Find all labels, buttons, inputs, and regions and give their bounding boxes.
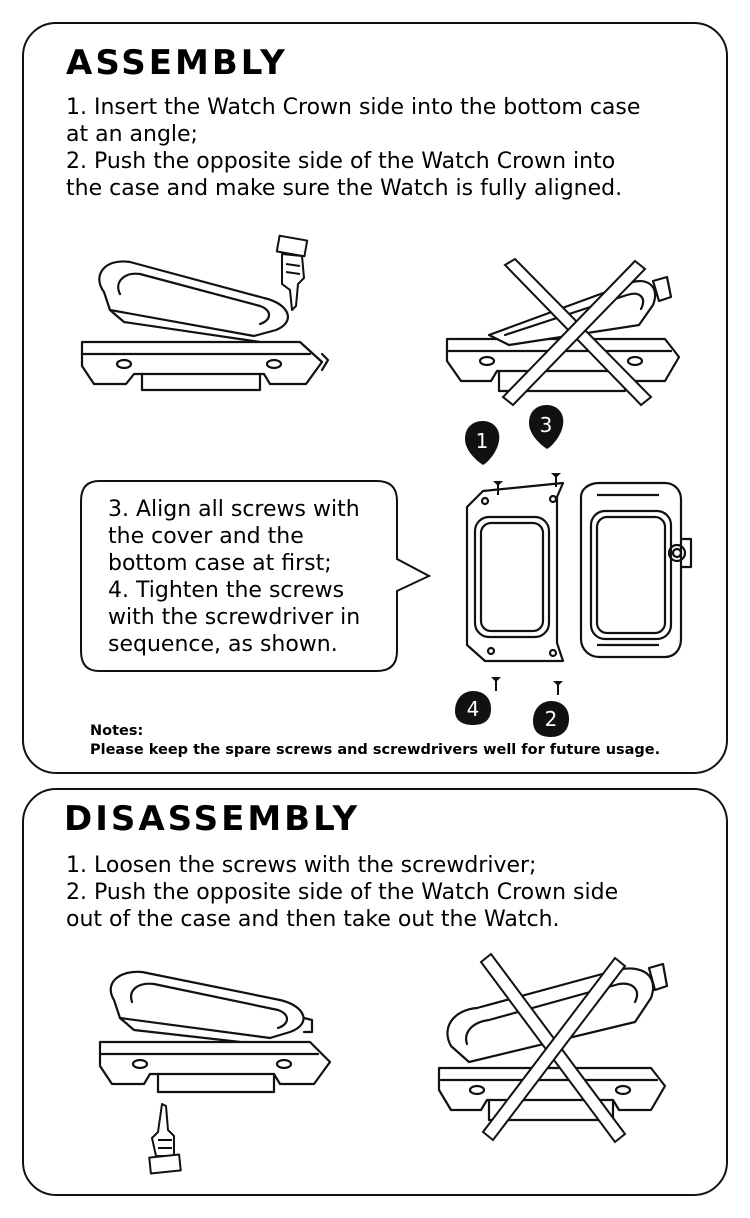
hand-pointing-icon [277, 236, 307, 310]
screw-sequence-illustration [429, 399, 689, 729]
notes-text: Please keep the spare screws and screwdrivers well for future usage. [90, 742, 661, 758]
svg-text:4: 4 [466, 697, 480, 721]
svg-text:1: 1 [475, 429, 489, 453]
assembly-step-line: the case and make sure the Watch is fully aligned. [66, 176, 623, 201]
callout-text [108, 496, 360, 658]
disassembly-panel [22, 788, 728, 1196]
screw-order-badge-4 [455, 691, 491, 725]
assembly-panel [22, 22, 728, 774]
callout-line: 3. Align all screws with [108, 497, 360, 522]
callout-line: bottom case at first; [108, 551, 332, 576]
callout-line: the cover and the [108, 524, 304, 549]
wrong-removal-illustration [429, 950, 689, 1150]
correct-removal-illustration [84, 960, 374, 1185]
correct-insertion-illustration [64, 214, 364, 394]
callout-line: with the screwdriver in [108, 605, 361, 630]
assembly-title: ASSEMBLY [66, 43, 288, 83]
assembly-step-line: 2. Push the opposite side of the Watch Crown into [66, 149, 616, 174]
callout-line: 4. Tighten the screws [108, 578, 345, 603]
svg-text:2: 2 [544, 707, 558, 731]
screw-order-badge-1 [465, 421, 499, 465]
wrong-insertion-illustration [439, 239, 699, 419]
disassembly-steps [66, 852, 618, 933]
assembly-step-line: at an angle; [66, 122, 198, 147]
callout-line: sequence, as shown. [108, 632, 338, 657]
assembly-step-line: 1. Insert the Watch Crown side into the bottom case [66, 95, 641, 120]
disassembly-step-line: 2. Push the opposite side of the Watch Crown side [66, 880, 619, 905]
screw-order-badge-3 [529, 405, 563, 449]
hand-pointing-icon [149, 1104, 181, 1174]
notes-label: Notes: [90, 723, 144, 739]
notes [90, 722, 660, 760]
disassembly-title: DISASSEMBLY [64, 799, 361, 839]
disassembly-step-line: 1. Loosen the screws with the screwdriver; [66, 853, 537, 878]
assembly-steps [66, 94, 640, 202]
disassembly-step-line: out of the case and then take out the Watch. [66, 907, 560, 932]
svg-text:3: 3 [539, 413, 553, 437]
